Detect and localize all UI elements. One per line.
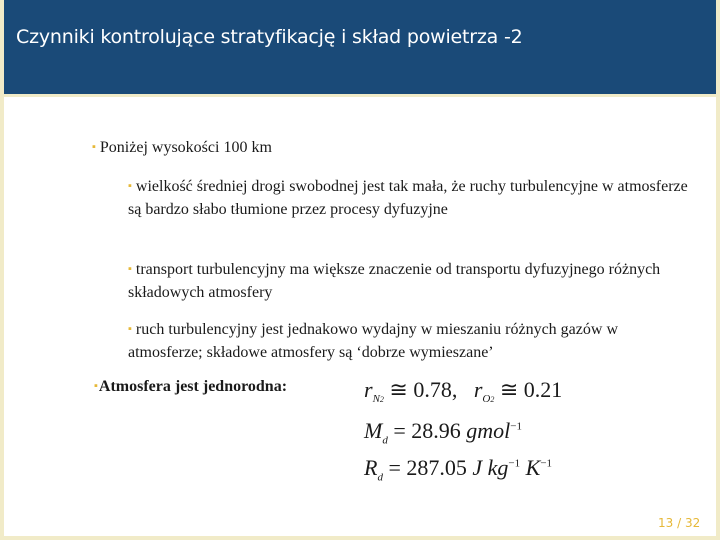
bullet-icon: ▪ — [128, 180, 132, 192]
sub-bullet-text: transport turbulencyjny ma większe znaczenie od transportu dyfuzyjnego różnych składowych atmosfery — [128, 261, 661, 301]
bullet-icon: ▪ — [92, 141, 96, 153]
formula-md-value: = 28.96 — [393, 418, 461, 443]
atmosphere-label: Atmosfera jest jednorodna: — [98, 378, 288, 395]
formula-ro2-value: ≅ 0.21 — [499, 377, 563, 402]
sub-bullet — [128, 318, 688, 364]
bullet-icon: ▪ — [128, 263, 132, 275]
title-bar — [4, 0, 716, 97]
formula-md-unit: gmol — [466, 418, 511, 443]
bullet-icon: ▪ — [128, 323, 132, 335]
bullet-icon: ▪ — [94, 380, 98, 392]
formula-rd-value: = 287.05 — [388, 455, 467, 480]
main-bullet-text: Poniżej wysokości 100 km — [99, 139, 272, 156]
slide-title: Czynniki kontrolujące stratyfikację i skład powietrza -2 — [16, 26, 523, 48]
formula-mixing-ratios: $r_{N2}$ ≅ 0.78, $r_{O2}$ ≅ 0.21 — [364, 377, 563, 406]
formula-rn2-value: ≅ 0.78 — [389, 377, 452, 402]
atmosphere-bullet — [94, 378, 287, 396]
formula-molar-mass: $M_d = 28.96$ gmol$^{-1}$ — [364, 418, 522, 447]
page-number: 13 / 32 — [658, 516, 701, 530]
formula-gas-constant: $R_d = 287.05$ J $kg^{-1}$ $K^{-1}$ — [364, 455, 553, 484]
sub-bullet — [128, 175, 688, 221]
sub-bullet — [128, 258, 688, 304]
formula-rd-unit: J kg — [472, 455, 509, 480]
sub-bullet-text: ruch turbulencyjny jest jednakowo wydajny w mieszaniu różnych gazów w atmosferze; składowe atmosfery są ‘dobrze wymieszane’ — [128, 321, 618, 361]
sub-bullet-text: wielkość średniej drogi swobodnej jest tak mała, że ruchy turbulencyjne w atmosferze są bardzo słabo tłumione przez procesy dyfuzyjne — [128, 178, 688, 218]
main-bullet — [92, 139, 272, 157]
